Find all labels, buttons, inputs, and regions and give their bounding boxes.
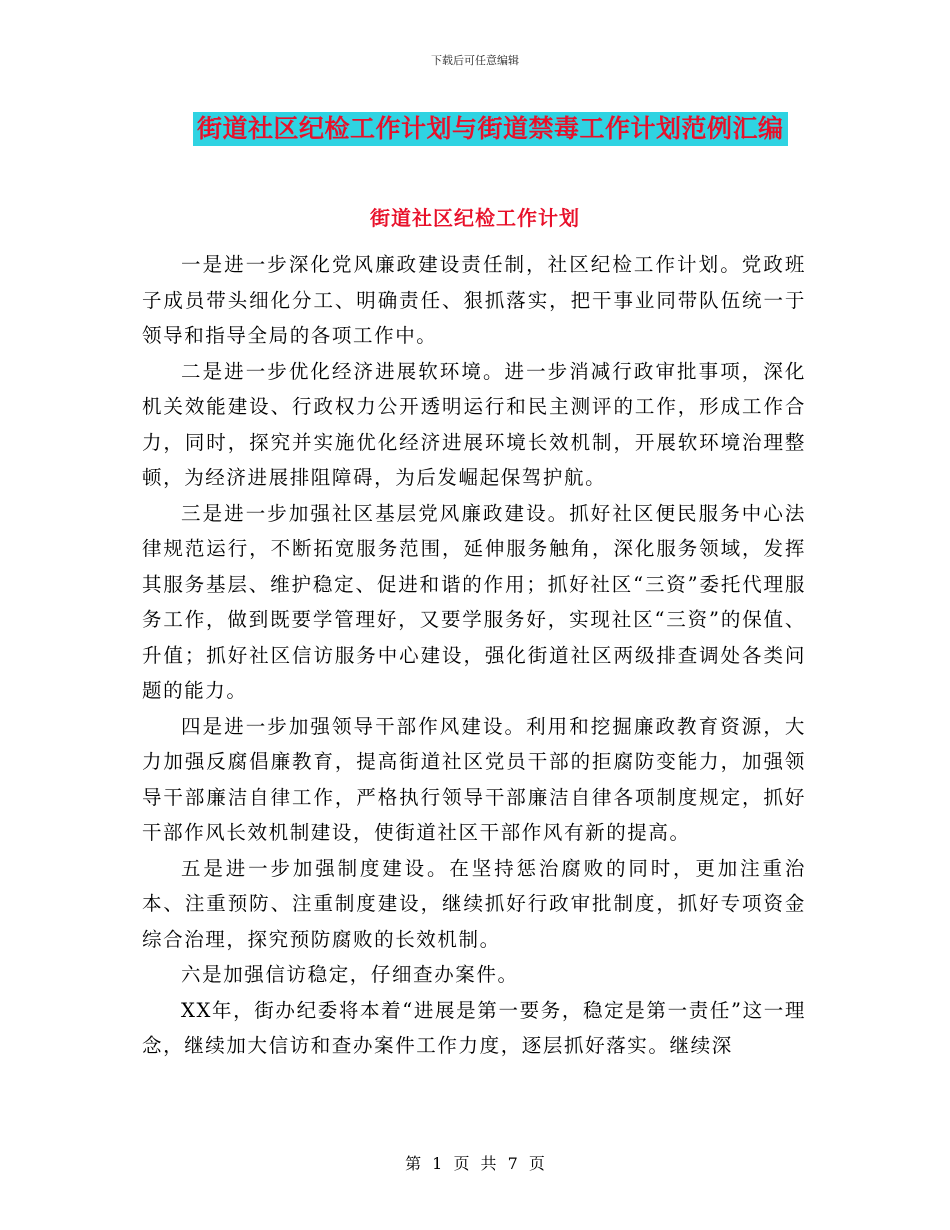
section-title: 街道社区纪检工作计划 [370,206,580,230]
body-paragraph: 四是进一步加强领导干部作风建设。利用和挖掘廉政教育资源，大力加强反腐倡廉教育，提高街道社区党员干部的拒腐防变能力，加强领导干部廉洁自律工作，严格执行领导干部廉洁自律各项制度规定，抓好干部作风长效机制建设，使街道社区干部作风有新的提高。 [142,714,806,844]
body-paragraph: 三是进一步加强社区基层党风廉政建设。抓好社区便民服务中心法律规范运行，不断拓宽服务范围，延伸服务触角，深化服务领域，发挥其服务基层、维护稳定、促进和谐的作用；抓好社区“三资”委托代理服务工作，做到既要学管理好，又要学服务好，实现社区“三资”的保值、升值；抓好社区信访服务中心建设，强化街道社区两级排查调处各类问题的能力。 [142,501,806,702]
body-paragraph: 五是进一步加强制度建设。在坚持惩治腐败的同时，更加注重治本、注重预防、注重制度建设，继续抓好行政审批制度，抓好专项资金综合治理，探究预防腐败的长效机制。 [142,856,806,951]
body-paragraph: XX年，街办纪委将本着“进展是第一要务，稳定是第一责任”这一理念，继续加大信访和查办案件工作力度，逐层抓好落实。继续深 [142,998,806,1057]
page-number-footer: 第 1 页 共 7 页 [405,1154,545,1173]
body-paragraph: 六是加强信访稳定，仔细查办案件。 [181,963,519,986]
body-paragraph: 一是进一步深化党风廉政建设责任制，社区纪检工作计划。党政班子成员带头细化分工、明确责任、狠抓落实，把干事业同带队伍统一于领导和指导全局的各项工作中。 [142,253,806,347]
page-header-note: 下载后可任意编辑 [431,54,519,67]
body-paragraph: 二是进一步优化经济进展软环境。进一步消减行政审批事项，深化机关效能建设、行政权力公开透明运行和民主测评的工作，形成工作合力，同时，探究并实施优化经济进展环境长效机制，开展软环境治理整顿，为经济进展排阻障碍，为后发崛起保驾护航。 [142,359,806,489]
document-body [142,247,806,1064]
document-title: 街道社区纪检工作计划与街道禁毒工作计划范例汇编 [193,112,788,146]
